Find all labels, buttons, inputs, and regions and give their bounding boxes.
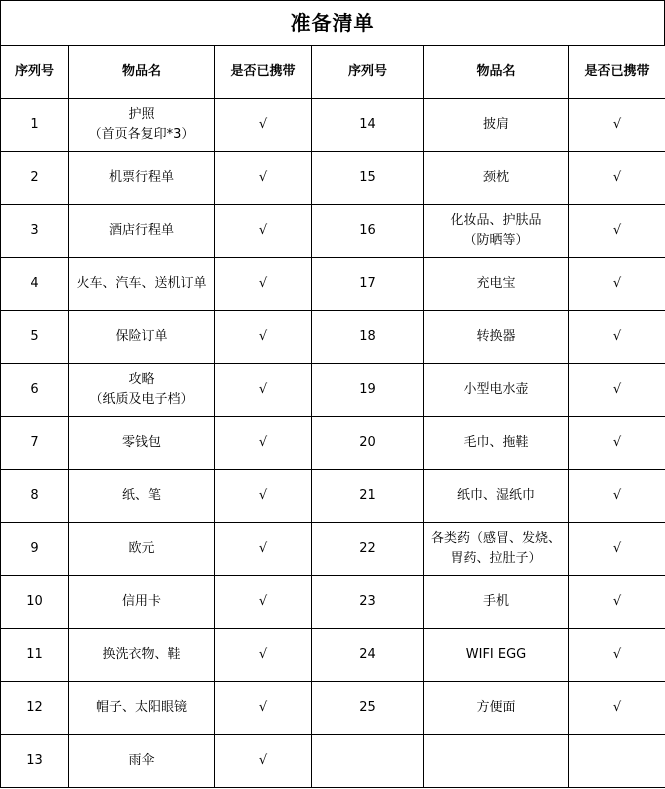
item-name-cell: 火车、汽车、送机订单	[69, 258, 215, 311]
seq-cell: 19	[312, 364, 424, 417]
seq-cell: 6	[1, 364, 69, 417]
checklist-body	[1, 99, 665, 788]
seq-cell: 12	[1, 682, 69, 735]
carried-check-cell: √	[569, 629, 665, 682]
table-row	[1, 523, 665, 576]
item-name-cell: 颈枕	[424, 152, 569, 205]
header-carried-right: 是否已携带	[569, 46, 665, 99]
seq-cell: 7	[1, 417, 69, 470]
table-row	[1, 470, 665, 523]
seq-cell: 2	[1, 152, 69, 205]
item-name-cell: 酒店行程单	[69, 205, 215, 258]
carried-check-cell: √	[215, 311, 312, 364]
table-row	[1, 735, 665, 788]
carried-check-cell: √	[215, 629, 312, 682]
carried-check-cell: √	[215, 364, 312, 417]
item-name-cell: 零钱包	[69, 417, 215, 470]
table-row	[1, 364, 665, 417]
seq-cell: 24	[312, 629, 424, 682]
item-name-cell: 护照 （首页各复印*3）	[69, 99, 215, 152]
item-name-cell: 帽子、太阳眼镜	[69, 682, 215, 735]
item-name-cell: 毛巾、拖鞋	[424, 417, 569, 470]
header-item-right: 物品名	[424, 46, 569, 99]
item-name-cell: 换洗衣物、鞋	[69, 629, 215, 682]
seq-cell: 9	[1, 523, 69, 576]
item-name-cell: 转换器	[424, 311, 569, 364]
carried-check-cell: √	[215, 417, 312, 470]
header-carried-left: 是否已携带	[215, 46, 312, 99]
table-row	[1, 99, 665, 152]
item-name-cell: 充电宝	[424, 258, 569, 311]
item-name-cell: 雨伞	[69, 735, 215, 788]
carried-check-cell: √	[215, 470, 312, 523]
item-name-cell: 机票行程单	[69, 152, 215, 205]
carried-check-cell: √	[215, 205, 312, 258]
carried-check-cell: √	[215, 576, 312, 629]
table-row	[1, 629, 665, 682]
table-row	[1, 205, 665, 258]
seq-cell: 3	[1, 205, 69, 258]
seq-cell: 14	[312, 99, 424, 152]
table-row	[1, 417, 665, 470]
seq-cell: 8	[1, 470, 69, 523]
item-name-cell: WIFI EGG	[424, 629, 569, 682]
seq-cell: 13	[1, 735, 69, 788]
table-row	[1, 576, 665, 629]
carried-check-cell: √	[569, 311, 665, 364]
header-item-left: 物品名	[69, 46, 215, 99]
table-row	[1, 682, 665, 735]
seq-cell: 17	[312, 258, 424, 311]
seq-cell: 10	[1, 576, 69, 629]
item-name-cell: 欧元	[69, 523, 215, 576]
seq-cell: 25	[312, 682, 424, 735]
seq-cell: 18	[312, 311, 424, 364]
item-name-cell: 保险订单	[69, 311, 215, 364]
carried-check-cell: √	[569, 99, 665, 152]
seq-cell	[312, 735, 424, 788]
carried-check-cell: √	[569, 258, 665, 311]
page-title: 准备清单	[0, 0, 665, 45]
item-name-cell: 攻略 （纸质及电子档）	[69, 364, 215, 417]
carried-check-cell: √	[569, 364, 665, 417]
carried-check-cell: √	[215, 523, 312, 576]
seq-cell: 20	[312, 417, 424, 470]
seq-cell: 23	[312, 576, 424, 629]
item-name-cell: 小型电水壶	[424, 364, 569, 417]
carried-check-cell: √	[569, 682, 665, 735]
item-name-cell: 纸巾、湿纸巾	[424, 470, 569, 523]
carried-check-cell: √	[215, 152, 312, 205]
item-name-cell: 纸、笔	[69, 470, 215, 523]
item-name-cell: 披肩	[424, 99, 569, 152]
table-row	[1, 258, 665, 311]
carried-check-cell: √	[569, 205, 665, 258]
carried-check-cell: √	[569, 417, 665, 470]
table-row	[1, 152, 665, 205]
seq-cell: 1	[1, 99, 69, 152]
carried-check-cell: √	[215, 735, 312, 788]
carried-check-cell: √	[215, 258, 312, 311]
item-name-cell	[424, 735, 569, 788]
item-name-cell: 信用卡	[69, 576, 215, 629]
seq-cell: 21	[312, 470, 424, 523]
carried-check-cell: √	[215, 99, 312, 152]
seq-cell: 16	[312, 205, 424, 258]
header-seq-left: 序列号	[1, 46, 69, 99]
header-seq-right: 序列号	[312, 46, 424, 99]
checklist-table	[0, 45, 665, 788]
item-name-cell: 化妆品、护肤品 （防晒等）	[424, 205, 569, 258]
seq-cell: 5	[1, 311, 69, 364]
item-name-cell: 手机	[424, 576, 569, 629]
item-name-cell: 方便面	[424, 682, 569, 735]
carried-check-cell: √	[569, 152, 665, 205]
carried-check-cell: √	[569, 576, 665, 629]
seq-cell: 22	[312, 523, 424, 576]
seq-cell: 15	[312, 152, 424, 205]
carried-check-cell	[569, 735, 665, 788]
seq-cell: 11	[1, 629, 69, 682]
seq-cell: 4	[1, 258, 69, 311]
header-row	[1, 46, 665, 99]
item-name-cell: 各类药（感冒、发烧、 胃药、拉肚子）	[424, 523, 569, 576]
table-row	[1, 311, 665, 364]
carried-check-cell: √	[569, 523, 665, 576]
carried-check-cell: √	[569, 470, 665, 523]
carried-check-cell: √	[215, 682, 312, 735]
